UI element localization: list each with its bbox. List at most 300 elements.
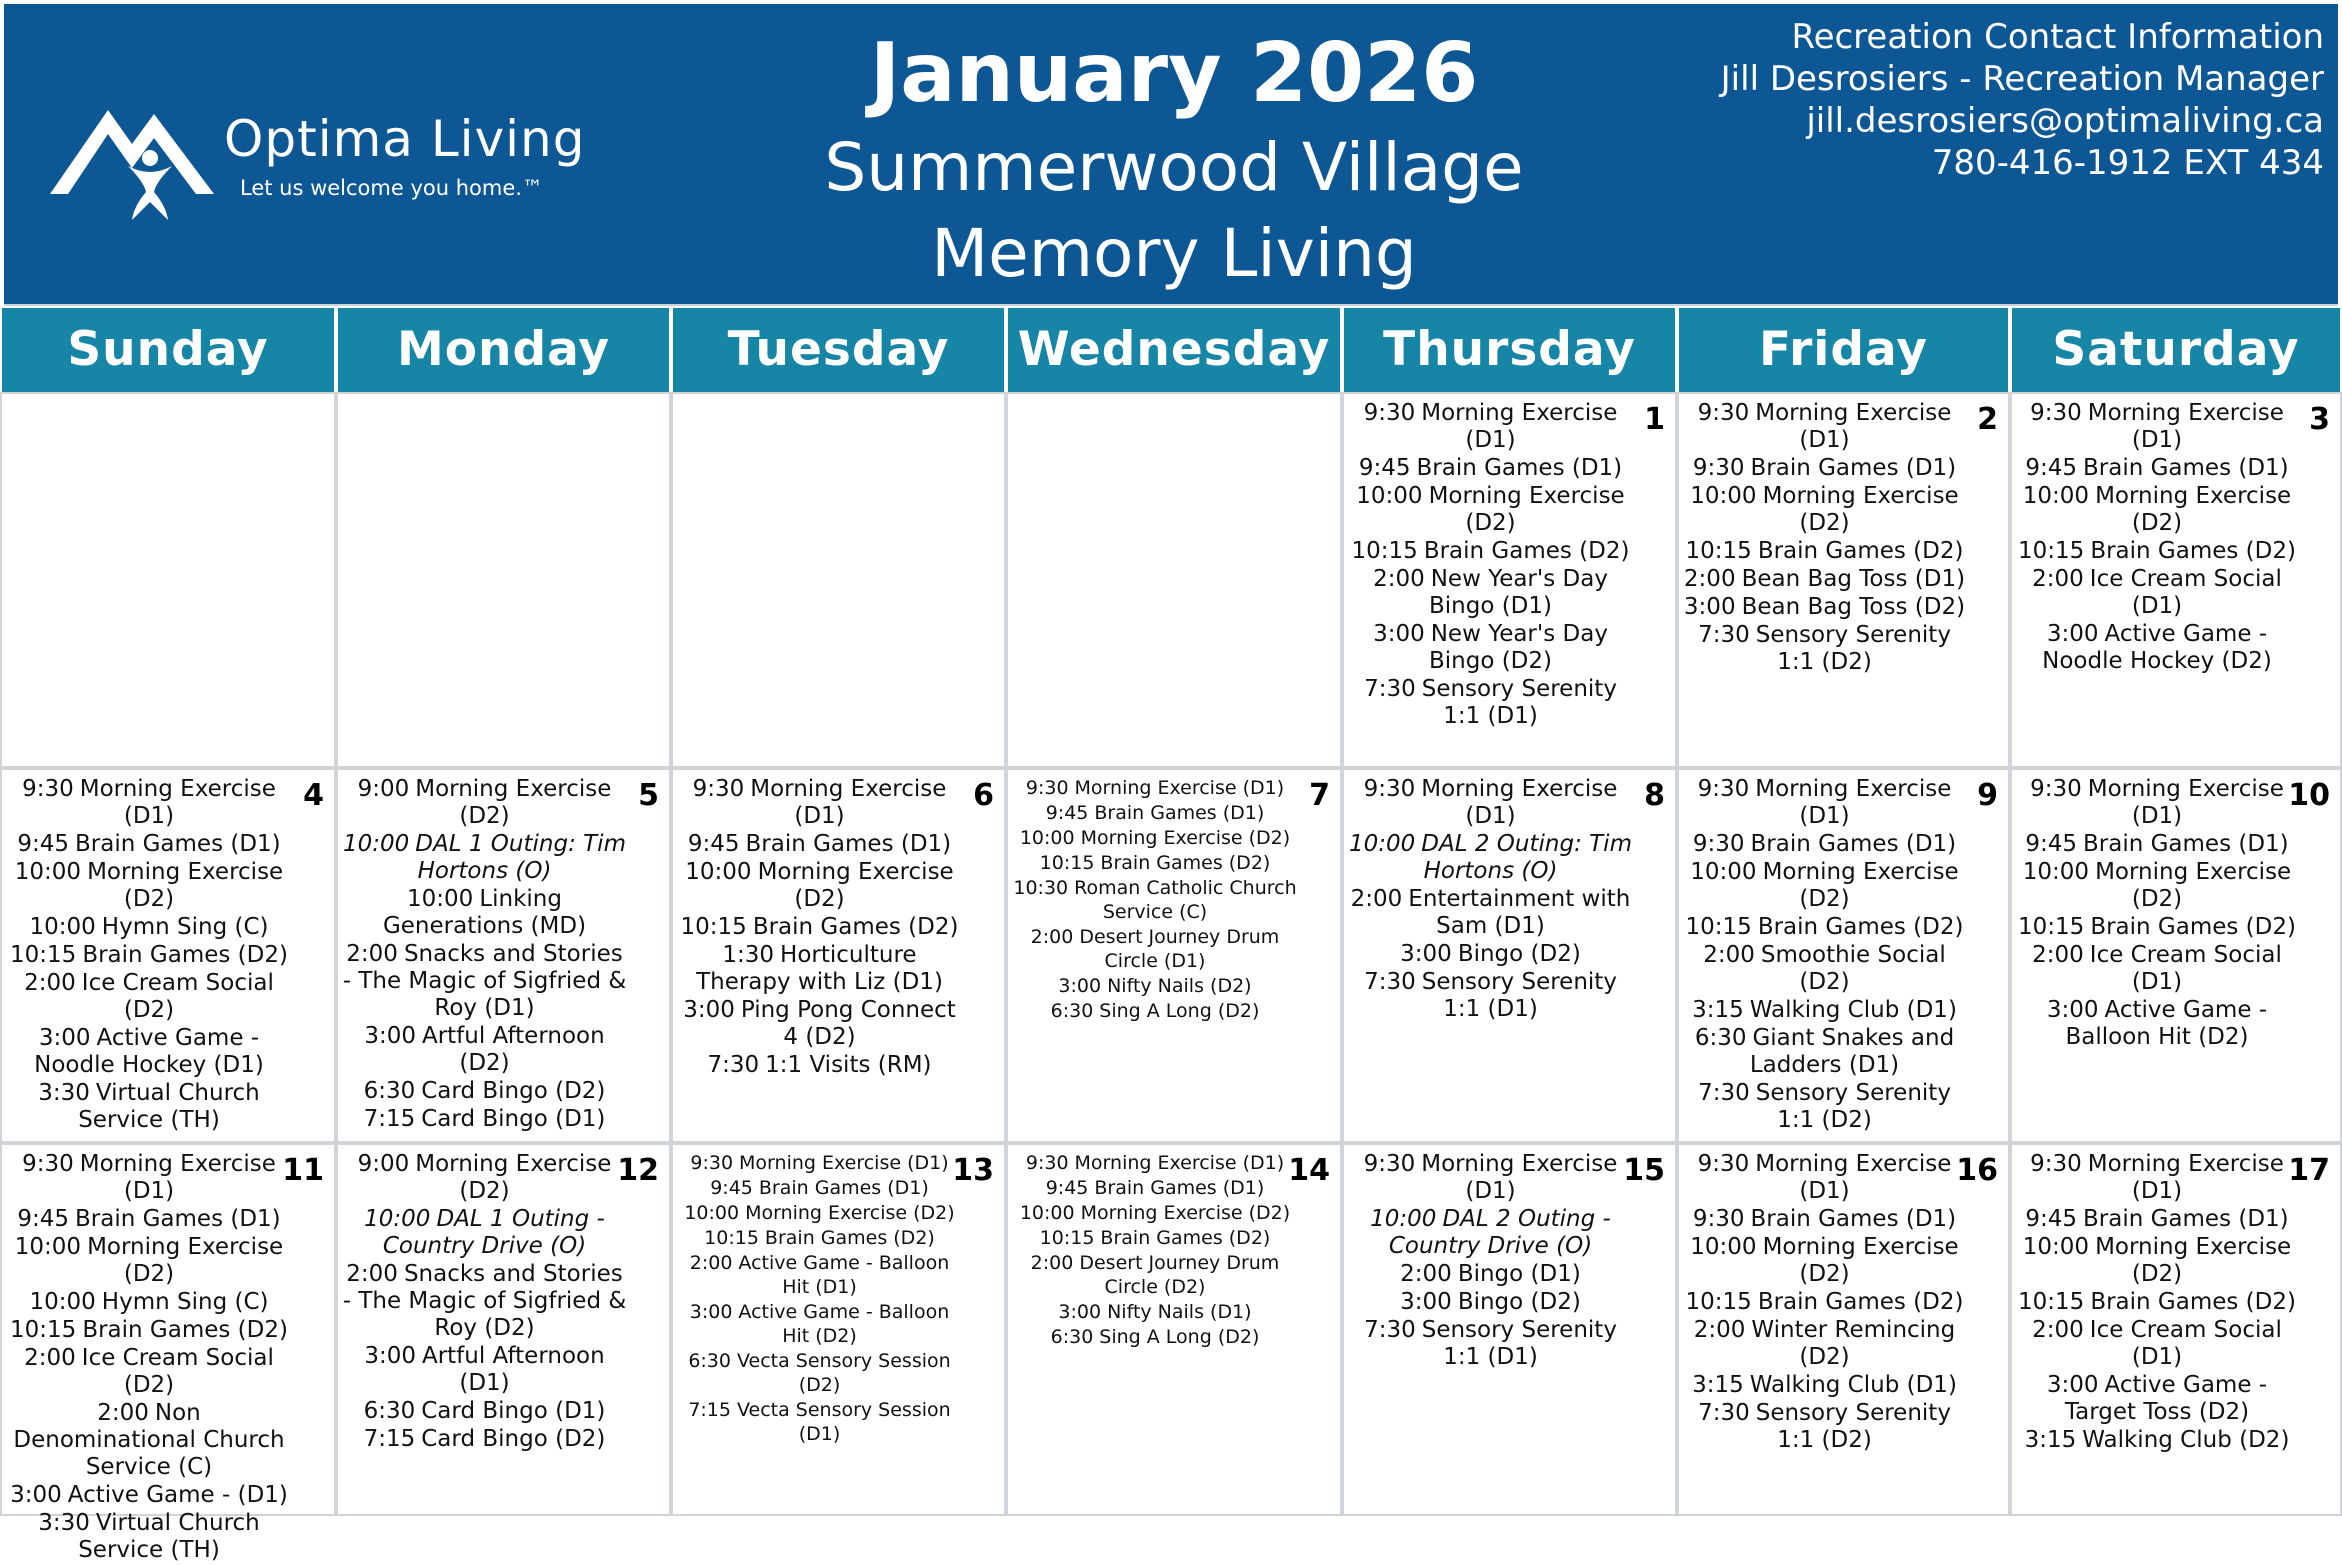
event-time: 9:30 [1363,776,1416,802]
event-item [1344,1317,1637,1371]
event-item [338,1151,631,1205]
event-time: 2:00 [1350,886,1403,912]
event-item [2012,997,2302,1051]
event-item [1344,566,1637,620]
event-title: Brain Games (D2) [1757,1289,1964,1315]
event-time: 10:15 [10,942,77,968]
event-title: Artful Afternoon (D2) [421,1023,605,1076]
event-item [1679,914,1970,941]
event-item [673,942,966,996]
event-item [1679,622,1970,676]
event-item [1008,974,1302,998]
event-item [673,1398,966,1446]
day-cell-10 [2010,768,2342,1143]
event-item [2012,566,2302,620]
event-item [1344,400,1637,454]
event-title: Morning Exercise (D1) [1421,776,1618,829]
event-title: Morning Exercise (D2) [2095,1234,2292,1287]
mountain-person-icon [50,96,220,220]
event-title: Morning Exercise (D1) [2087,400,2284,453]
event-time: 10:00 [684,1202,740,1224]
event-time: 7:30 [1364,1317,1416,1343]
day-cell-11 [0,1143,336,1563]
weekday-header-thursday: Thursday [1344,308,1675,392]
program-title: Memory Living [931,215,1417,292]
event-title: Morning Exercise (D1) [2087,776,2284,829]
event-time: 10:00 [407,886,474,912]
event-title: Brain Games (D2) [752,914,959,940]
day-cell-5 [336,768,671,1143]
event-title: Sensory Serenity 1:1 (D2) [1755,1400,1951,1453]
event-item [2,1151,296,1205]
event-time: 3:00 [1400,941,1452,967]
event-title: Sensory Serenity 1:1 (D1) [1421,1317,1617,1370]
event-item [2012,914,2302,941]
event-title: Morning Exercise (D2) [415,1151,612,1204]
event-time: 10:15 [1039,852,1095,874]
event-time: 9:30 [1363,400,1416,426]
event-item [2012,1206,2302,1233]
event-title: Brain Games (D1) [1094,802,1265,824]
event-time: 7:30 [1698,1400,1750,1426]
event-item [1008,1251,1302,1299]
event-time: 9:30 [1697,1151,1750,1177]
event-item [1344,941,1637,968]
event-item [673,997,966,1051]
event-title: Walking Club (D1) [1749,997,1957,1023]
event-title: Morning Exercise (D2) [415,776,612,829]
event-time: 10:00 [14,859,82,885]
event-time: 9:30 [2030,400,2082,426]
event-time: 2:00 [1400,1261,1452,1287]
event-title: Morning Exercise (D2) [2095,483,2292,536]
event-item [1679,1080,1970,1134]
event-title: Card Bingo (D1) [421,1398,606,1424]
location-title: Summerwood Village [824,129,1524,206]
event-title: Morning Exercise (D1) [1074,777,1285,799]
event-item [1008,801,1302,825]
event-item [1008,1226,1302,1250]
event-time: 10:15 [1351,538,1418,564]
event-time: 10:00 [1690,483,1757,509]
event-list [338,1151,631,1454]
event-title: Morning Exercise (D1) [1074,1152,1285,1174]
event-title: DAL 1 Outing - Country Drive (O) [382,1206,605,1259]
event-time: 2:00 [97,1400,149,1426]
event-title: Sensory Serenity 1:1 (D2) [1755,622,1951,675]
event-title: Sensory Serenity 1:1 (D1) [1421,969,1617,1022]
event-time: 7:15 [688,1399,731,1421]
event-list [1679,1151,1970,1455]
event-item [338,886,631,940]
day-cell-1 [1342,392,1677,768]
event-time: 3:00 [2046,1372,2099,1398]
event-item [2012,455,2302,482]
event-title: Active Game - Balloon Hit (D2) [2065,997,2268,1050]
event-title: 1:1 Visits (RM) [765,1052,932,1078]
event-time: 9:30 [2030,776,2082,802]
day-number: 12 [617,1153,659,1188]
event-item [1679,776,1970,830]
event-time: 2:00 [689,1252,733,1274]
event-title: Sing A Long (D2) [1099,1000,1260,1022]
event-title: Morning Exercise (D1) [739,1152,949,1174]
event-title: Sensory Serenity 1:1 (D2) [1755,1080,1951,1133]
event-time: 9:00 [357,1151,410,1177]
event-title: Morning Exercise (D2) [1080,827,1291,849]
event-item [1679,1234,1970,1288]
contact-heading: Recreation Contact Information [1791,17,2324,57]
event-time: 9:45 [17,1206,69,1232]
event-item [1008,1151,1302,1175]
event-time: 10:00 [685,859,752,885]
event-list [2012,776,2302,1052]
event-title: Entertainment with Sam (D1) [1408,886,1631,939]
event-item [2,1317,296,1344]
day-cell-2 [1677,392,2010,768]
event-title: Active Game - (D1) [67,1482,288,1508]
event-title: Smoothie Social (D2) [1760,942,1946,995]
event-item [2,1080,296,1134]
event-title: Brain Games (D2) [82,942,288,968]
day-cell-4 [0,768,336,1143]
event-item [2,1206,296,1233]
event-list [673,1151,966,1447]
event-item [1008,851,1302,875]
event-time: 9:45 [1045,802,1089,824]
event-item [338,1398,631,1425]
event-item [1679,1025,1970,1079]
event-time: 10:15 [1039,1227,1095,1249]
event-title: Card Bingo (D2) [421,1078,606,1104]
event-item [2012,400,2302,454]
event-title: Morning Exercise (D1) [1755,1151,1952,1204]
event-time: 10:00 [1019,827,1075,849]
event-item [338,1426,631,1453]
event-time: 10:15 [680,914,747,940]
event-item [1008,826,1302,850]
event-time: 9:30 [1363,1151,1416,1177]
event-item [1679,831,1970,858]
event-time: 9:45 [1358,455,1411,481]
event-list [2012,400,2302,676]
event-time: 10:15 [1685,538,1752,564]
weekday-header-wednesday: Wednesday [1008,308,1340,392]
event-title: Brain Games (D1) [1094,1177,1265,1199]
day-number: 11 [282,1153,324,1188]
event-item [1008,925,1302,973]
event-title: Nifty Nails (D2) [1107,975,1252,997]
event-time: 1:30 [722,942,775,968]
event-title: Morning Exercise (D1) [79,776,276,829]
event-list [1008,1151,1302,1350]
day-cell-7 [1006,768,1342,1143]
event-title: Walking Club (D1) [1749,1372,1957,1398]
day-cell-17 [2010,1143,2342,1516]
event-time: 2:00 [1373,566,1425,592]
event-title: Snacks and Stories - The Magic of Sigfried & Roy (D1) [342,941,627,1021]
event-item [1344,538,1637,565]
event-item [673,1151,966,1175]
event-list [2,1151,296,1565]
event-item [1344,831,1637,885]
event-title: Morning Exercise (D1) [1755,776,1952,829]
contact-name: Jill Desrosiers - Recreation Manager [1720,59,2324,99]
event-title: Brain Games (D2) [1100,852,1271,874]
event-title: Vecta Sensory Session (D1) [736,1399,951,1445]
event-time: 9:45 [687,831,740,857]
event-item [1344,886,1637,940]
event-time: 9:30 [690,1152,734,1174]
event-title: Bean Bag Toss (D2) [1741,594,1966,620]
event-title: Hymn Sing (C) [101,1289,269,1315]
event-time: 3:00 [683,997,735,1023]
event-list [2012,1151,2302,1455]
event-title: Active Game - Balloon Hit (D1) [738,1252,950,1298]
event-title: Horticulture Therapy with Liz (D1) [696,942,943,995]
event-item [338,1206,631,1260]
event-title: Morning Exercise (D1) [79,1151,276,1204]
event-time: 9:30 [22,1151,74,1177]
event-item [2,859,296,913]
event-title: Bean Bag Toss (D1) [1741,566,1966,592]
event-item [1679,483,1970,537]
event-item [1344,1261,1637,1288]
event-time: 9:30 [1697,400,1750,426]
event-item [2012,538,2302,565]
event-title: Active Game - Noodle Hockey (D2) [2042,621,2272,674]
event-time: 2:00 [1693,1317,1746,1343]
event-title: DAL 2 Outing: Tim Hortons (O) [1421,831,1632,884]
event-time: 7:30 [1364,676,1416,702]
weekday-header-friday: Friday [1679,308,2008,392]
day-cell-13 [671,1143,1006,1516]
event-time: 3:00 [1373,621,1425,647]
event-time: 10:15 [1685,1289,1752,1315]
event-item [1344,621,1637,675]
event-item [2,1400,296,1481]
event-time: 9:45 [2025,455,2077,481]
event-time: 7:30 [1698,1080,1750,1106]
empty-day-cell [1006,392,1342,768]
event-item [1679,566,1970,593]
event-title: Non Denominational Church Service (C) [13,1400,285,1480]
day-number: 17 [2288,1153,2330,1188]
event-time: 9:45 [1045,1177,1089,1199]
event-title: Morning Exercise (D1) [1755,400,1952,453]
event-item [338,1343,631,1397]
event-list [1344,400,1637,731]
day-number: 7 [1309,778,1330,813]
event-title: Brain Games (D1) [1750,1206,1957,1232]
event-item [1679,594,1970,621]
event-item [673,1201,966,1225]
event-time: 6:30 [1694,1025,1747,1051]
event-time: 10:00 [29,914,96,940]
event-item [1008,876,1302,924]
event-list [673,776,966,1080]
event-title: Brain Games (D2) [1757,538,1964,564]
event-title: Bingo (D2) [1457,941,1581,967]
event-title: Morning Exercise (D1) [750,776,947,829]
event-item [2012,621,2302,675]
event-item [2,1289,296,1316]
event-item [2,1510,296,1564]
event-list [338,776,631,1134]
event-title: Brain Games (D2) [2090,914,2296,940]
event-title: Brain Games (D2) [1423,538,1630,564]
day-number: 5 [638,778,659,813]
event-title: Brain Games (D1) [745,831,952,857]
event-title: Card Bingo (D1) [421,1106,606,1132]
event-time: 2:00 [2032,1317,2084,1343]
event-time: 9:45 [17,831,69,857]
event-list [1344,1151,1637,1372]
event-time: 3:00 [1400,1289,1452,1315]
event-time: 10:15 [10,1317,77,1343]
event-title: Brain Games (D1) [1750,831,1957,857]
event-item [1008,1201,1302,1225]
event-title: Morning Exercise (D2) [1080,1202,1291,1224]
event-item [1679,538,1970,565]
day-number: 16 [1956,1153,1998,1188]
event-time: 6:30 [363,1398,416,1424]
event-time: 3:00 [689,1301,733,1323]
event-title: Hymn Sing (C) [101,914,269,940]
event-item [1008,999,1302,1023]
event-time: 7:15 [363,1426,416,1452]
event-item [1344,776,1637,830]
event-item [673,831,966,858]
event-item [2012,483,2302,537]
weekday-header-monday: Monday [338,308,669,392]
event-item [2012,1427,2302,1454]
event-item [1679,859,1970,913]
event-item [1344,1151,1637,1205]
event-title: New Year's Day Bingo (D2) [1428,621,1608,674]
event-item [2,1234,296,1288]
weekday-header-sunday: Sunday [2,308,334,392]
day-number: 8 [1644,778,1665,813]
event-time: 2:00 [2032,566,2084,592]
event-title: Brain Games (D1) [74,1206,281,1232]
event-item [338,831,631,885]
event-list [1679,776,1970,1135]
event-title: DAL 2 Outing - Country Drive (O) [1388,1206,1611,1259]
event-title: Morning Exercise (D2) [87,859,284,912]
event-time: 3:30 [38,1080,90,1106]
day-cell-9 [1677,768,2010,1143]
event-title: Sensory Serenity 1:1 (D1) [1421,676,1617,729]
event-title: Brain Games (D1) [2082,1206,2289,1232]
event-title: Brain Games (D1) [2082,831,2289,857]
event-item [338,941,631,1022]
event-time: 2:00 [24,1345,76,1371]
event-item [2012,1289,2302,1316]
event-item [2,1345,296,1399]
event-item [1008,1300,1302,1324]
event-title: Brain Games (D2) [1100,1227,1271,1249]
event-title: Morning Exercise (D2) [2095,859,2292,912]
event-title: Morning Exercise (D2) [757,859,954,912]
event-title: Brain Games (D2) [2090,1289,2296,1315]
event-item [673,1300,966,1348]
event-item [1679,1206,1970,1233]
event-title: Virtual Church Service (TH) [78,1080,260,1133]
event-time: 7:30 [1364,969,1416,995]
empty-day-cell [0,392,336,768]
event-item [1344,483,1637,537]
logo-tagline: Let us welcome you home.™ [240,176,543,200]
contact-info [1721,16,2324,184]
event-title: Ice Cream Social (D1) [2089,566,2282,619]
event-time: 10:00 [1356,483,1423,509]
event-item [2012,1234,2302,1288]
event-time: 9:45 [2025,1206,2077,1232]
day-number: 9 [1977,778,1998,813]
event-title: Ice Cream Social (D1) [2089,942,2282,995]
event-time: 2:00 [24,970,76,996]
event-time: 9:00 [357,776,410,802]
event-time: 3:00 [1683,594,1736,620]
event-item [673,1226,966,1250]
event-item [2,1025,296,1079]
event-time: 9:45 [710,1177,753,1199]
event-item [2,914,296,941]
event-time: 10:00 [364,1206,431,1232]
event-title: Brain Games (D1) [2082,455,2289,481]
event-item [1344,455,1637,482]
event-item [673,1251,966,1299]
event-item [2012,942,2302,996]
event-time: 2:00 [1030,926,1074,948]
event-time: 3:00 [1058,975,1102,997]
calendar-month-title: January 2026 [869,26,1479,121]
event-time: 2:00 [1030,1252,1074,1274]
event-time: 10:15 [2018,538,2085,564]
event-title: Virtual Church Service (TH) [78,1510,260,1563]
event-time: 9:30 [1025,1152,1069,1174]
day-number: 10 [2288,778,2330,813]
event-item [2,776,296,830]
event-time: 3:00 [364,1023,416,1049]
event-title: Winter Remincing (D2) [1751,1317,1956,1370]
day-number: 2 [1977,402,1998,437]
event-time: 2:00 [346,941,398,967]
event-time: 10:15 [2018,1289,2085,1315]
event-item [673,1349,966,1397]
event-item [1344,676,1637,730]
event-item [673,1176,966,1200]
event-time: 10:00 [1690,1234,1757,1260]
event-item [2,970,296,1024]
event-time: 2:00 [1703,942,1755,968]
event-item [2012,776,2302,830]
event-title: Morning Exercise (D2) [1428,483,1625,536]
event-time: 10:00 [1349,831,1416,857]
event-time: 9:30 [1697,776,1750,802]
event-item [673,1052,966,1079]
event-title: Ping Pong Connect 4 (D2) [740,997,956,1050]
event-item [1344,969,1637,1023]
event-title: Card Bingo (D2) [421,1426,606,1452]
event-time: 9:30 [1692,831,1745,857]
event-time: 6:30 [1050,1326,1094,1348]
event-time: 10:00 [2022,1234,2090,1260]
event-item [338,1106,631,1133]
event-time: 9:30 [1692,455,1745,481]
event-title: DAL 1 Outing: Tim Hortons (O) [415,831,626,884]
